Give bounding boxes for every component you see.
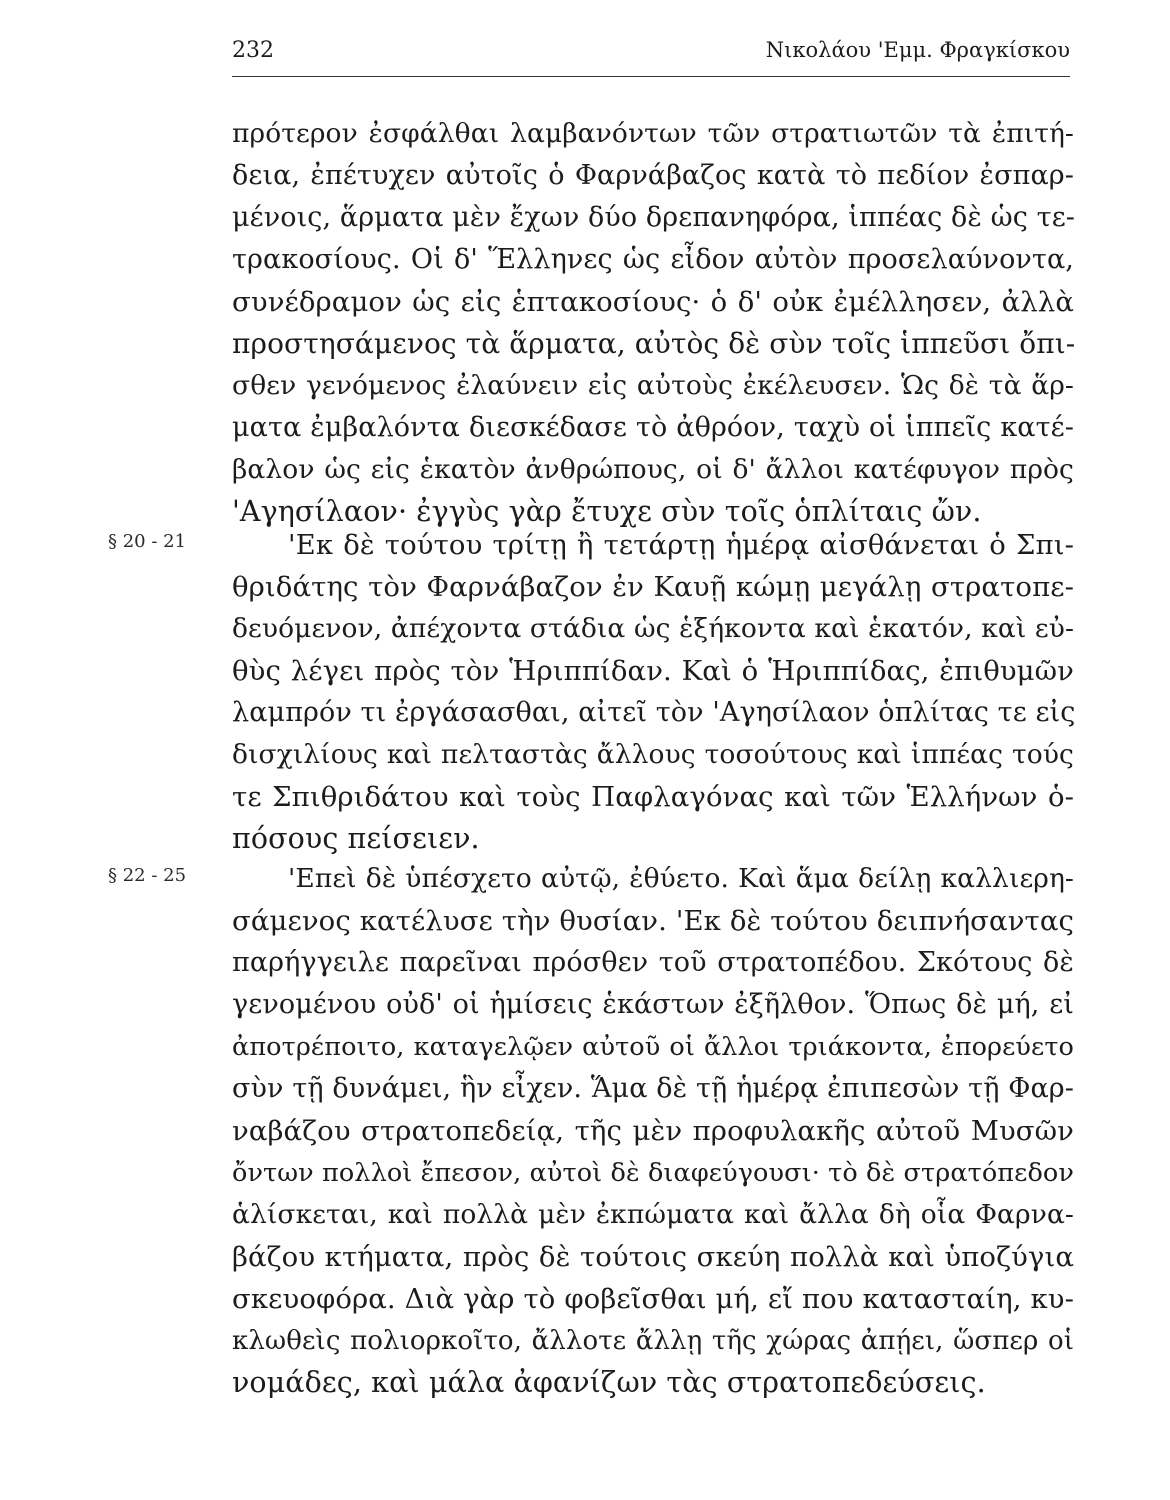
text-line: νομάδες, καὶ μάλα ἀφανίζων τὰς στρατοπεδεύσεις.: [232, 1366, 986, 1399]
text-line: 'Επεὶ δὲ ὑπέσχετο αὐτῷ, ἐθύετο. Καὶ ἅμα δείλῃ καλλιερη-: [288, 863, 1074, 894]
text-line: σθεν γενόμενος ἐλαύνειν εἰς αὐτοὺς ἐκέλευσεν. Ὡς δὲ τὰ ἅρ-: [232, 370, 1074, 401]
text-line: σὺν τῇ δυνάμει, ἣν εἶχεν. Ἅμα δὲ τῇ ἡμέρᾳ ἐπιπεσὼν τῇ Φαρ-: [232, 1073, 1074, 1104]
text-line: ναβάζου στρατοπεδείᾳ, τῆς μὲν προφυλακῆς αὐτοῦ Μυσῶν: [232, 1115, 1074, 1147]
header-rule: [232, 76, 1070, 77]
text-line: δισχιλίους καὶ πελταστὰς ἄλλους τοσούτους καὶ ἱππέας τούς: [232, 739, 1074, 770]
section-marker: § 20 - 21: [108, 531, 187, 552]
text-line: παρήγγειλε παρεῖναι πρόσθεν τοῦ στρατοπέδου. Σκότους δὲ: [232, 947, 1074, 978]
text-line: δευόμενον, ἀπέχοντα στάδια ὡς ἑξήκοντα καὶ ἑκατόν, καὶ εὐ-: [232, 613, 1074, 644]
text-line: συνέδραμον ὡς εἰς ἑπτακοσίους· ὁ δ' οὐκ ἐμέλλησεν, ἀλλὰ: [232, 286, 1074, 318]
text-line: τρακοσίους. Οἱ δ' Ἕλληνες ὡς εἶδον αὐτὸν προσελαύνοντα,: [232, 244, 1074, 275]
text-line: προστησάμενος τὰ ἅρματα, αὐτὸς δὲ σὺν τοῖς ἱππεῦσι ὄπι-: [232, 327, 1076, 360]
text-line: πόσους πείσειεν.: [232, 822, 480, 855]
text-line: θὺς λέγει πρὸς τὸν Ἡριππίδαν. Καὶ ὁ Ἡριππίδας, ἐπιθυμῶν: [232, 655, 1074, 687]
section-marker: § 22 - 25: [108, 865, 187, 886]
text-line: βαλον ὡς εἰς ἑκατὸν ἀνθρώπους, οἱ δ' ἄλλοι κατέφυγον πρὸς: [232, 454, 1074, 485]
text-line: 'Αγησίλαον· ἐγγὺς γὰρ ἔτυχε σὺν τοῖς ὁπλίταις ὤν.: [232, 495, 982, 528]
text-line: βάζου κτήματα, πρὸς δὲ τούτοις σκεύη πολλὰ καὶ ὑποζύγια: [232, 1241, 1074, 1273]
text-line: 'Εκ δὲ τούτου τρίτῃ ἢ τετάρτῃ ἡμέρᾳ αἰσθάνεται ὁ Σπι-: [288, 529, 1074, 561]
text-line: λαμπρόν τι ἐργάσασθαι, αἰτεῖ τὸν 'Αγησίλαον ὁπλίτας τε εἰς: [232, 697, 1076, 728]
text-line: γενομένου οὐδ' οἱ ἡμίσεις ἑκάστων ἐξῆλθον. Ὅπως δὲ μή, εἰ: [232, 989, 1074, 1020]
text-line: σάμενος κατέλυσε τὴν θυσίαν. 'Εκ δὲ τούτου δειπνήσαντας: [232, 905, 1074, 937]
text-line: δεια, ἐπέτυχεν αὐτοῖς ὁ Φαρνάβαζος κατὰ τὸ πεδίον ἐσπαρ-: [232, 160, 1074, 191]
text-line: κλωθεὶς πολιορκοῖτο, ἄλλοτε ἄλλῃ τῆς χώρας ἀπῄει, ὥσπερ οἱ: [232, 1326, 1074, 1356]
text-line: πρότερον ἐσφάλθαι λαμβανόντων τῶν στρατιωτῶν τὰ ἐπιτή-: [232, 118, 1074, 149]
text-line: θριδάτης τὸν Φαρνάβαζον ἐν Καυῇ κώμῃ μεγάλῃ στρατοπε-: [232, 571, 1074, 603]
text-line: τε Σπιθριδάτου καὶ τοὺς Παφλαγόνας καὶ τῶν Ἑλλήνων ὁ-: [232, 781, 1074, 813]
text-line: σκευοφόρα. Διὰ γὰρ τὸ φοβεῖσθαι μή, εἴ που κατασταίη, κυ-: [232, 1283, 1074, 1315]
text-line: ἀποτρέποιτο, καταγελῷεν αὐτοῦ οἱ ἄλλοι τριάκοντα, ἐπορεύετο: [232, 1032, 1074, 1062]
text-line: ἁλίσκεται, καὶ πολλὰ μὲν ἐκπώματα καὶ ἄλλα δὴ οἷα Φαρνα-: [232, 1199, 1074, 1230]
text-line: ματα ἐμβαλόντα διεσκέδασε τὸ ἀθρόον, ταχὺ οἱ ἱππεῖς κατέ-: [232, 412, 1074, 443]
text-line: μένοις, ἅρματα μὲν ἔχων δύο δρεπανηφόρα, ἱππέας δὲ ὡς τε-: [232, 202, 1076, 233]
running-head: Νικολάου 'Εμμ. Φραγκίσκου: [765, 38, 1070, 62]
text-line: ὄντων πολλοὶ ἔπεσον, αὐτοὶ δὲ διαφεύγουσι· τὸ δὲ στρατόπεδον: [232, 1158, 1074, 1188]
page-number: 232: [232, 38, 274, 63]
